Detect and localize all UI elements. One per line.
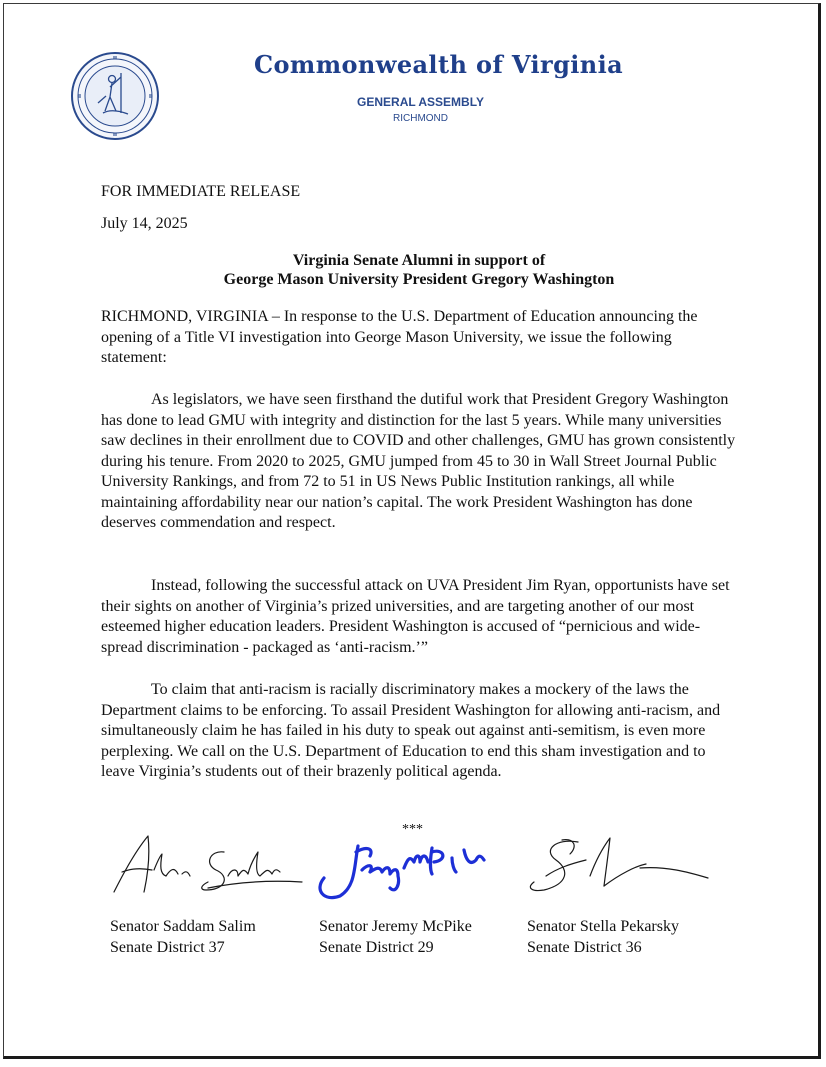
headline-line-2: George Mason University President Gregory Washington xyxy=(223,271,615,288)
signatory-name: Senator Jeremy McPike xyxy=(319,918,472,935)
signature-mcpike xyxy=(310,830,506,906)
signature-salim xyxy=(108,830,304,902)
separator: *** xyxy=(402,822,423,837)
virginia-state-seal-icon xyxy=(70,51,160,141)
release-date: July 14, 2025 xyxy=(101,215,188,232)
signatory-district: Senate District 37 xyxy=(110,939,225,956)
paragraph-accusation: Instead, following the successful attack on UVA President Jim Ryan, opportunists have set their sights on another of Virginia’s prized universities, and are targeting another of our most esteemed higher education leaders. President Washington is accused of “pernicious and wide-spread discrimination - packaged as ‘anti-racism.’” xyxy=(101,577,730,656)
signatory-name: Senator Stella Pekarsky xyxy=(527,918,679,935)
press-release-page xyxy=(3,3,821,1059)
signatory-name: Senator Saddam Salim xyxy=(110,918,256,935)
signatory-1 xyxy=(110,916,256,958)
headline xyxy=(101,251,737,289)
paragraph-record: As legislators, we have seen firsthand the dutiful work that President Gregory Washington has done to lead GMU with integrity and distinction for the last 5 years. While many universities saw declines in their enrollment due to COVID and other challenges, GMU has grown consistently during his tenure. From 2020 to 2025, GMU jumped from 45 to 30 in Wall Street Journal Public University Rankings, and from 72 to 51 in US News Public Institution rankings, all while maintaining affordability near our nation’s capital. The work President Washington has done deserves commendation and respect. xyxy=(101,391,736,531)
paragraph-conclusion: To claim that anti-racism is racially discriminatory makes a mockery of the laws the Department claims to be enforcing. To assail President Washington for allowing anti-racism, and simultaneously claim he has failed in his duty to speak out against anti-semitism, is even more perplexing. We call on the U.S. Department of Education to end this sham investigation and to leave Virginia’s students out of their brazenly political agenda. xyxy=(101,681,721,780)
letterhead-title: Commonwealth of Virginia xyxy=(254,50,624,79)
signatory-district: Senate District 29 xyxy=(319,939,434,956)
letterhead-assembly: GENERAL ASSEMBLY xyxy=(357,95,484,109)
letterhead-city: RICHMOND xyxy=(393,113,448,124)
letterhead xyxy=(254,50,624,124)
paragraph-intro: RICHMOND, VIRGINIA – In response to the U.S. Department of Education announcing the opening of a Title VI investigation into George Mason University, we issue the following statement: xyxy=(101,308,698,366)
signature-pekarsky xyxy=(516,830,712,902)
signatory-3 xyxy=(527,916,679,958)
headline-line-1: Virginia Senate Alumni in support of xyxy=(292,252,546,269)
release-label: FOR IMMEDIATE RELEASE xyxy=(101,183,301,200)
signatory-district: Senate District 36 xyxy=(527,939,642,956)
signatory-2 xyxy=(319,916,472,958)
